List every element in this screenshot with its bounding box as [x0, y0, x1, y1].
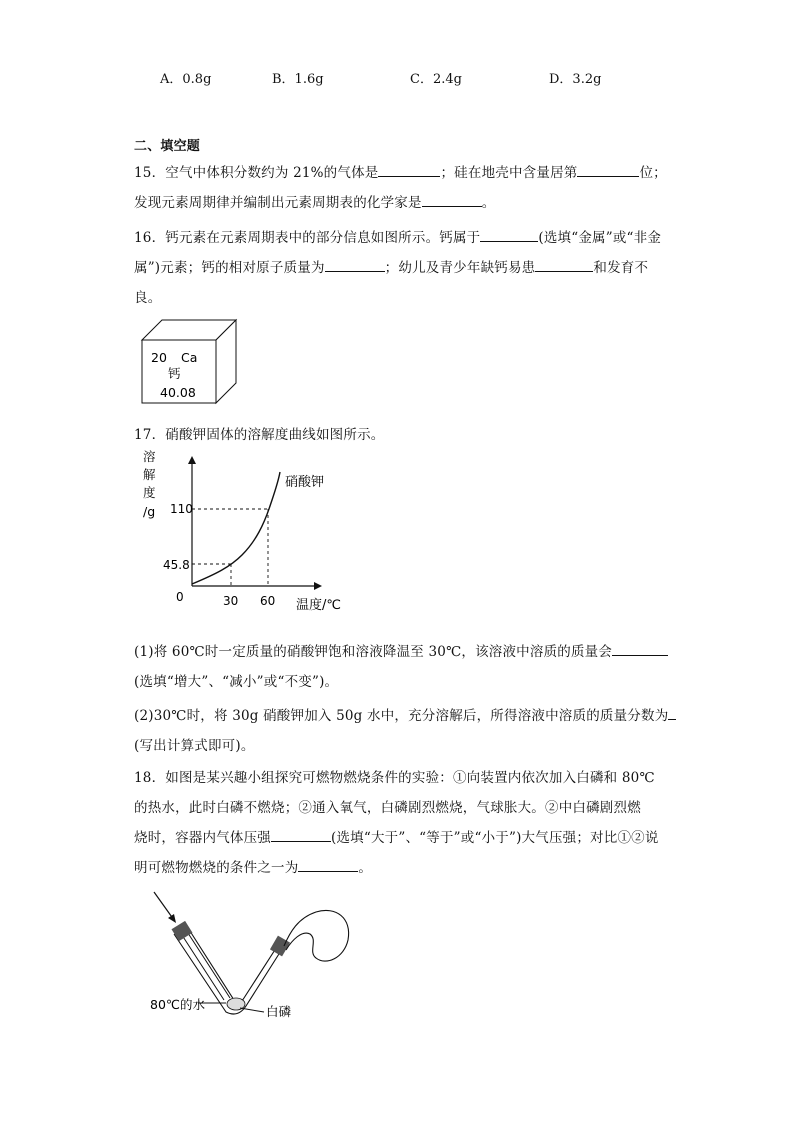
- q16-line2: [134, 256, 648, 276]
- element-symbol: Ca: [181, 350, 198, 365]
- q15-blank-2: [577, 164, 639, 177]
- option-a: A．0.8g: [160, 72, 212, 87]
- y-label-3: 度: [143, 485, 156, 500]
- x-tick-30: 30: [223, 594, 239, 608]
- tube-inner-right: [186, 930, 230, 998]
- q17-blank-2: [668, 707, 676, 720]
- oxygen-inlet-arrow: [154, 892, 174, 920]
- q17-part1-line2: (选填“增大”、“减小”或“不变”)。: [134, 674, 339, 690]
- balloon: [284, 910, 349, 961]
- option-d: D．3.2g: [549, 72, 602, 87]
- element-number: 20: [151, 350, 167, 365]
- q16-blank-2: [325, 259, 385, 272]
- q16-text-a: 16．钙元素在元素周期表中的部分信息如图所示。钙属于: [134, 230, 481, 246]
- q16-text-b: (选填“金属”或“非金: [538, 230, 662, 246]
- q16-text-d: ；幼儿及青少年缺钙易患: [384, 260, 536, 276]
- q17-p1-text: (1)将 60℃时一定质量的硝酸钾饱和溶液降温至 30℃，该溶液中溶质的质量会: [134, 644, 613, 660]
- q18-line4: [134, 856, 372, 876]
- q17-part2-line2: (写出计算式即可)。: [134, 738, 255, 754]
- q17-title: 17．硝酸钾固体的溶解度曲线如图所示。: [134, 427, 385, 443]
- combustion-apparatus: [140, 888, 370, 1028]
- q16-blank-3: [535, 259, 593, 272]
- q16-line1: [134, 226, 661, 246]
- x-axis-arrow: [314, 582, 322, 590]
- q15-blank-1: [378, 164, 440, 177]
- curve-label: 硝酸钾: [285, 475, 325, 490]
- q18-text-c: 明可燃物燃烧的条件之一为: [134, 860, 299, 876]
- water-label: 80℃的水: [150, 997, 205, 1012]
- x-tick-60: 60: [260, 594, 276, 608]
- origin-label: 0: [176, 590, 184, 604]
- q18-text-b: (选填“大于”、“等于”或“小于”)大气压强；对比①②说: [331, 830, 659, 846]
- y-tick-110: 110: [170, 502, 193, 516]
- arrow-head: [168, 914, 176, 923]
- calcium-element-cube: [140, 318, 240, 408]
- element-name: 钙: [168, 366, 181, 381]
- q17-p2-text: (2)30℃时，将 30g 硝酸钾加入 50g 水中，充分溶解后，所得溶液中溶质的质量分数为: [134, 708, 669, 724]
- y-label-1: 溶: [143, 450, 156, 464]
- q18-line3: [134, 826, 659, 846]
- element-mass: 40.08: [160, 385, 196, 400]
- y-axis-arrow: [188, 456, 196, 464]
- left-stopper: [172, 921, 193, 941]
- q15-line1: [134, 161, 667, 181]
- q18-text-a: 烧时，容器内气体压强: [134, 830, 271, 846]
- y-label-4: /g: [143, 504, 156, 519]
- q18-blank-2: [298, 859, 358, 872]
- q18-line1: 18．如图是某兴趣小组探究可燃物燃烧条件的实验：①向装置内依次加入白磷和 80℃: [134, 770, 655, 786]
- q15-text-c: 位；: [639, 165, 667, 181]
- y-label-2: 解: [143, 467, 156, 482]
- q18-blank-1: [271, 829, 331, 842]
- option-c: C．2.4g: [410, 72, 462, 87]
- q16-line3: 良。: [134, 290, 162, 306]
- phosphorus-label-line: [240, 1008, 264, 1012]
- section-title: 二、填空题: [134, 139, 201, 154]
- option-b: B．1.6g: [272, 72, 324, 87]
- q15-blank-3: [422, 194, 482, 207]
- solubility-curve: [192, 472, 280, 584]
- tube-inner-left: [180, 932, 224, 1000]
- q17-part2-line1: [134, 704, 676, 724]
- q16-text-c: 属”)元素；钙的相对原子质量为: [134, 260, 325, 276]
- q15-line2: [134, 191, 495, 211]
- q16-text-e: 和发育不: [593, 260, 649, 276]
- y-tick-45-8: 45.8: [163, 558, 190, 572]
- q15-text-b: ；硅在地壳中含量居第: [440, 165, 578, 181]
- q15-text-a: 15．空气中体积分数约为 21%的气体是: [134, 165, 379, 181]
- q16-blank-1: [480, 229, 538, 242]
- q18-text-d: 。: [358, 860, 373, 876]
- q17-blank-1: [612, 643, 668, 656]
- q18-line2: 的热水，此时白磷不燃烧；②通入氧气，白磷剧烈燃烧，气球胀大。②中白磷剧烈燃: [134, 800, 641, 816]
- solubility-chart: [130, 450, 360, 620]
- q15-text-e: 。: [481, 195, 496, 211]
- x-axis-label: 温度/℃: [296, 598, 341, 613]
- q15-text-d: 发现元素周期律并编制出元素周期表的化学家是: [134, 195, 422, 211]
- q17-part1-line1: [134, 640, 668, 660]
- phosphorus-label: 白磷: [266, 1004, 292, 1019]
